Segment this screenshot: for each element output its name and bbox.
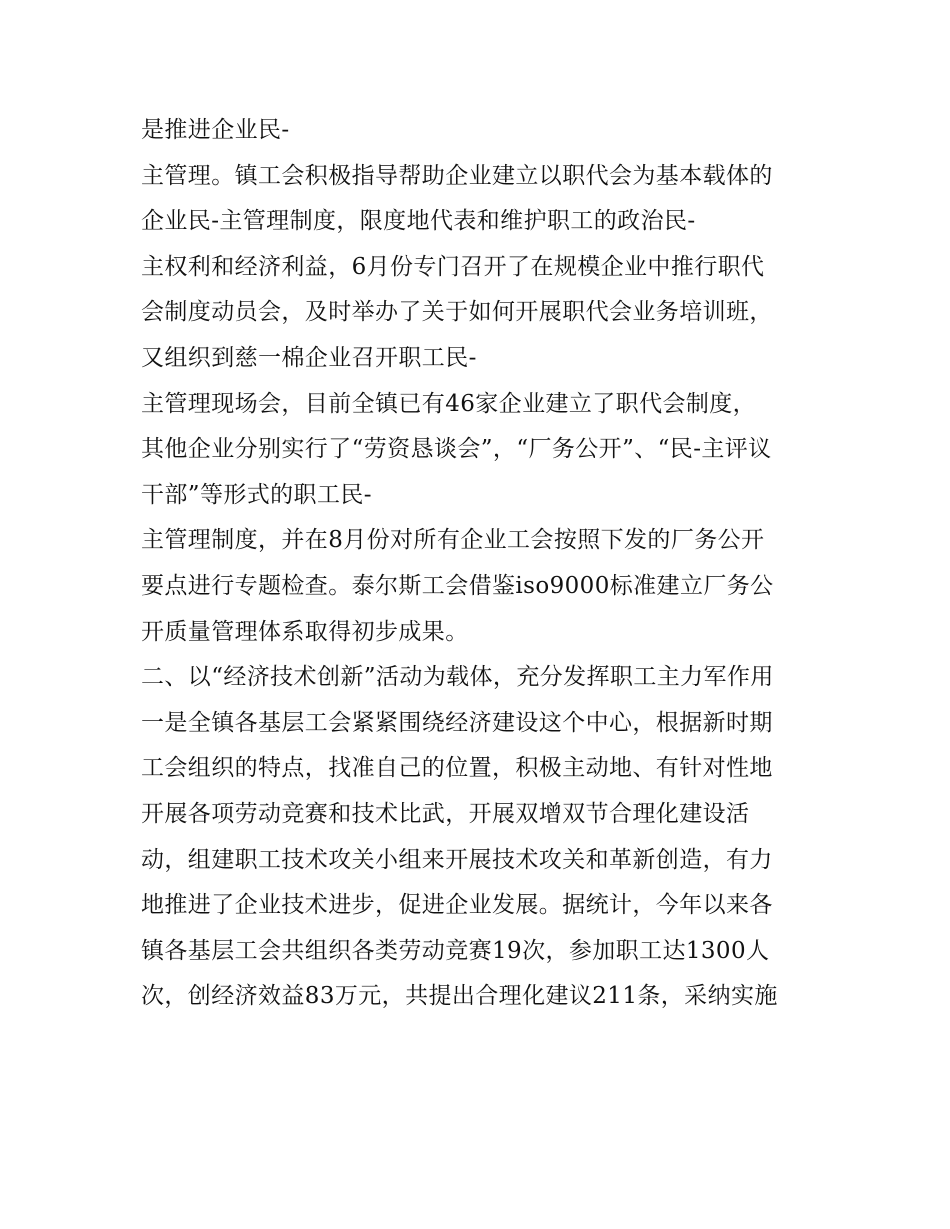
text-line: 一是全镇各基层工会紧紧围绕经济建设这个中心，根据新时期 bbox=[141, 709, 773, 736]
text-line: 开展各项劳动竞赛和技术比武，开展双增双节合理化建设活 bbox=[141, 800, 750, 827]
text-line: 开质量管理体系取得初步成果。 bbox=[141, 618, 469, 645]
text-line: 地推进了企业技术进步，促进企业发展。据统计，今年以来各 bbox=[141, 892, 773, 919]
text-line: 动，组建职工技术攻关小组来开展技术攻关和革新创造，有力 bbox=[141, 846, 773, 873]
section-heading: 二、以“经济技术创新”活动为载体，充分发挥职工主力军作用 bbox=[141, 664, 774, 691]
text-line: 次，创经济效益83万元，共提出合理化建议211条，采纳实施 bbox=[141, 983, 778, 1010]
text-line: 主管理。镇工会积极指导帮助企业建立以职代会为基本载体的 bbox=[141, 162, 773, 189]
text-line: 主管理现场会，目前全镇已有46家企业建立了职代会制度， bbox=[141, 390, 757, 417]
text-line: 又组织到慈一棉企业召开职工民- bbox=[141, 344, 477, 371]
text-line: 其他企业分别实行了“劳资恳谈会”，“厂务公开”、“民-主评议 bbox=[141, 436, 772, 463]
text-line: 要点进行专题检查。泰尔斯工会借鉴iso9000标准建立厂务公 bbox=[141, 572, 774, 599]
text-line: 会制度动员会，及时举办了关于如何开展职代会业务培训班， bbox=[141, 299, 773, 326]
text-line: 工会组织的特点，找准自己的位置，积极主动地、有针对性地 bbox=[141, 755, 773, 782]
text-line: 企业民-主管理制度，限度地代表和维护职工的政治民- bbox=[141, 208, 696, 235]
text-line: 主管理制度，并在8月份对所有企业工会按照下发的厂务公开 bbox=[141, 527, 765, 554]
text-line: 主权利和经济利益，6月份专门召开了在规模企业中推行职代 bbox=[141, 253, 765, 280]
document-body bbox=[141, 108, 831, 1020]
text-line: 干部”等形式的职工民- bbox=[141, 481, 372, 508]
text-line: 是推进企业民- bbox=[141, 117, 290, 143]
text-line: 镇各基层工会共组织各类劳动竞赛19次，参加职工达1300人 bbox=[141, 937, 770, 964]
